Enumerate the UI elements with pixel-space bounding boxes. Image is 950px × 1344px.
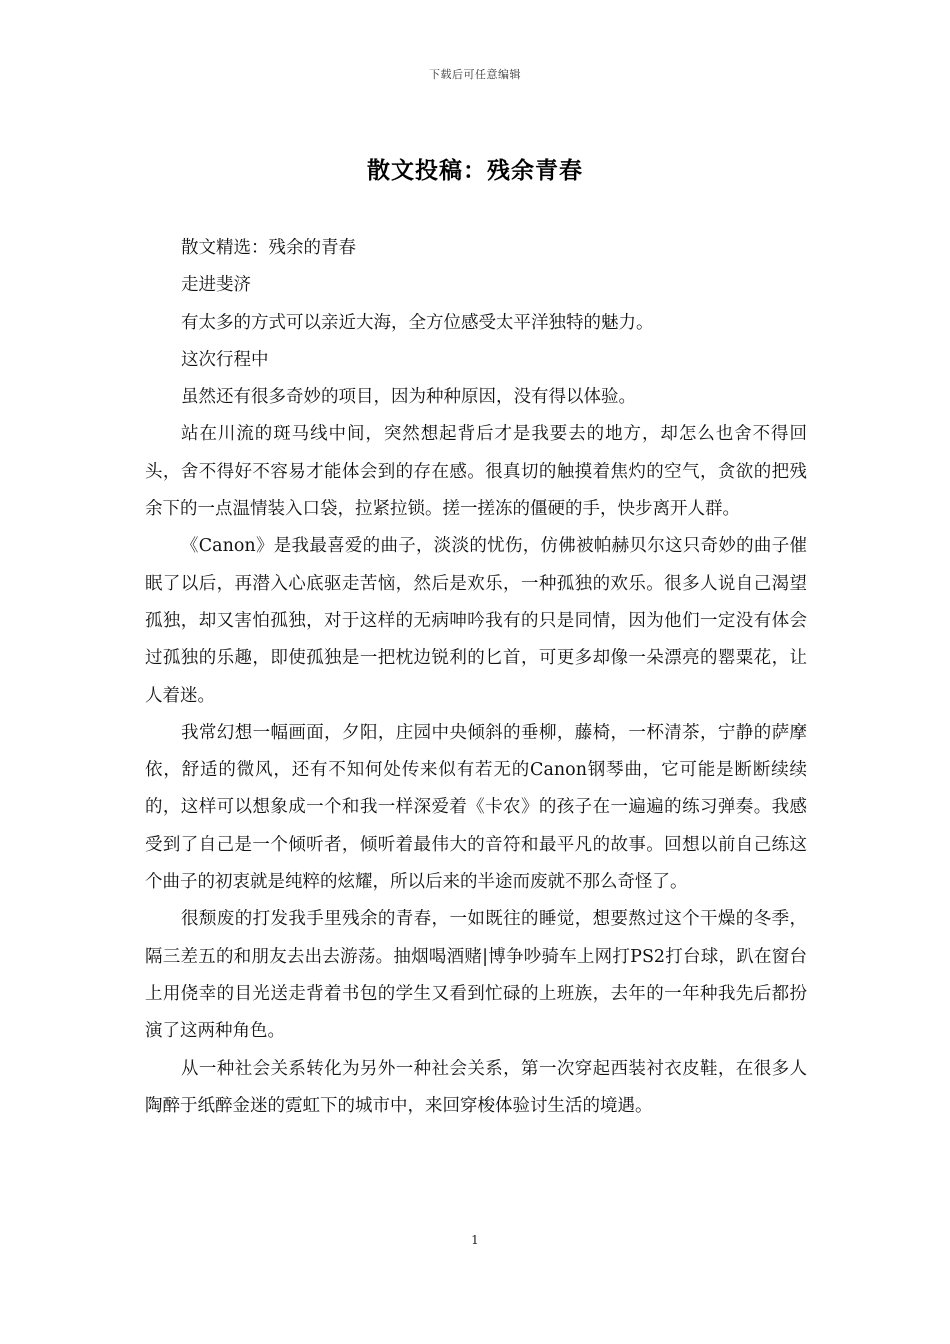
paragraph-social: 从一种社会关系转化为另外一种社会关系，第一次穿起西装衬衣皮鞋，在很多人陶醉于纸醉金迷的霓虹下的城市中，来回穿梭体验讨生活的境遇。 <box>145 1058 807 1116</box>
paragraph-trip: 这次行程中 <box>181 349 269 370</box>
paragraph-sea: 有太多的方式可以亲近大海，全方位感受太平洋独特的魅力。 <box>181 312 654 333</box>
page-number: 1 <box>471 1233 479 1247</box>
paragraph-fantasy: 我常幻想一幅画面，夕阳，庄园中央倾斜的垂柳，藤椅，一杯清茶，宁静的萨摩依，舒适的微风，还有不知何处传来似有若无的Canon钢琴曲，它可能是断断续续的，这样可以想象成一个和我一样深爱着《卡农》的孩子在一遍遍的练习弹奏。我感受到了自己是一个倾听者，倾听着最伟大的音符和最平凡的故事。回想以前自己练这个曲子的初衷就是纯粹的炫耀，所以后来的半途而废就不那么奇怪了。 <box>145 722 807 893</box>
paragraph-subtitle: 散文精选：残余的青春 <box>181 238 356 258</box>
article-body <box>145 230 807 1125</box>
paragraph-heading-fiji: 走进斐济 <box>181 275 251 296</box>
article-title: 散文投稿：残余青春 <box>367 157 583 184</box>
header-note: 下载后可任意编辑 <box>429 68 521 81</box>
paragraph-projects: 虽然还有很多奇妙的项目，因为种种原因，没有得以体验。 <box>181 387 636 408</box>
paragraph-decadent: 很颓废的打发我手里残余的青春，一如既往的睡觉，想要熬过这个干燥的冬季，隔三差五的和朋友去出去游荡。抽烟喝酒赌|博争吵骑车上网打PS2打台球，趴在窗台上用侥幸的目光送走背着书包的学生又看到忙碌的上班族，去年的一年种我先后都扮演了这两种角色。 <box>145 909 807 1042</box>
paragraph-canon: 《Canon》是我最喜爱的曲子，淡淡的忧伤，仿佛被帕赫贝尔这只奇妙的曲子催眠了以后，再潜入心底驱走苦恼，然后是欢乐，一种孤独的欢乐。很多人说自己渴望孤独，却又害怕孤独，对于这样的无病呻吟我有的只是同情，因为他们一定没有体会过孤独的乐趣，即使孤独是一把枕边锐利的匕首，可更多却像一朵漂亮的罂粟花，让人着迷。 <box>145 536 807 706</box>
paragraph-crosswalk: 站在川流的斑马线中间，突然想起背后才是我要去的地方，却怎么也舍不得回头，舍不得好不容易才能体会到的存在感。很真切的触摸着焦灼的空气，贪欲的把残余下的一点温情装入口袋，拉紧拉锁。搓一搓冻的僵硬的手，快步离开人群。 <box>145 424 807 520</box>
